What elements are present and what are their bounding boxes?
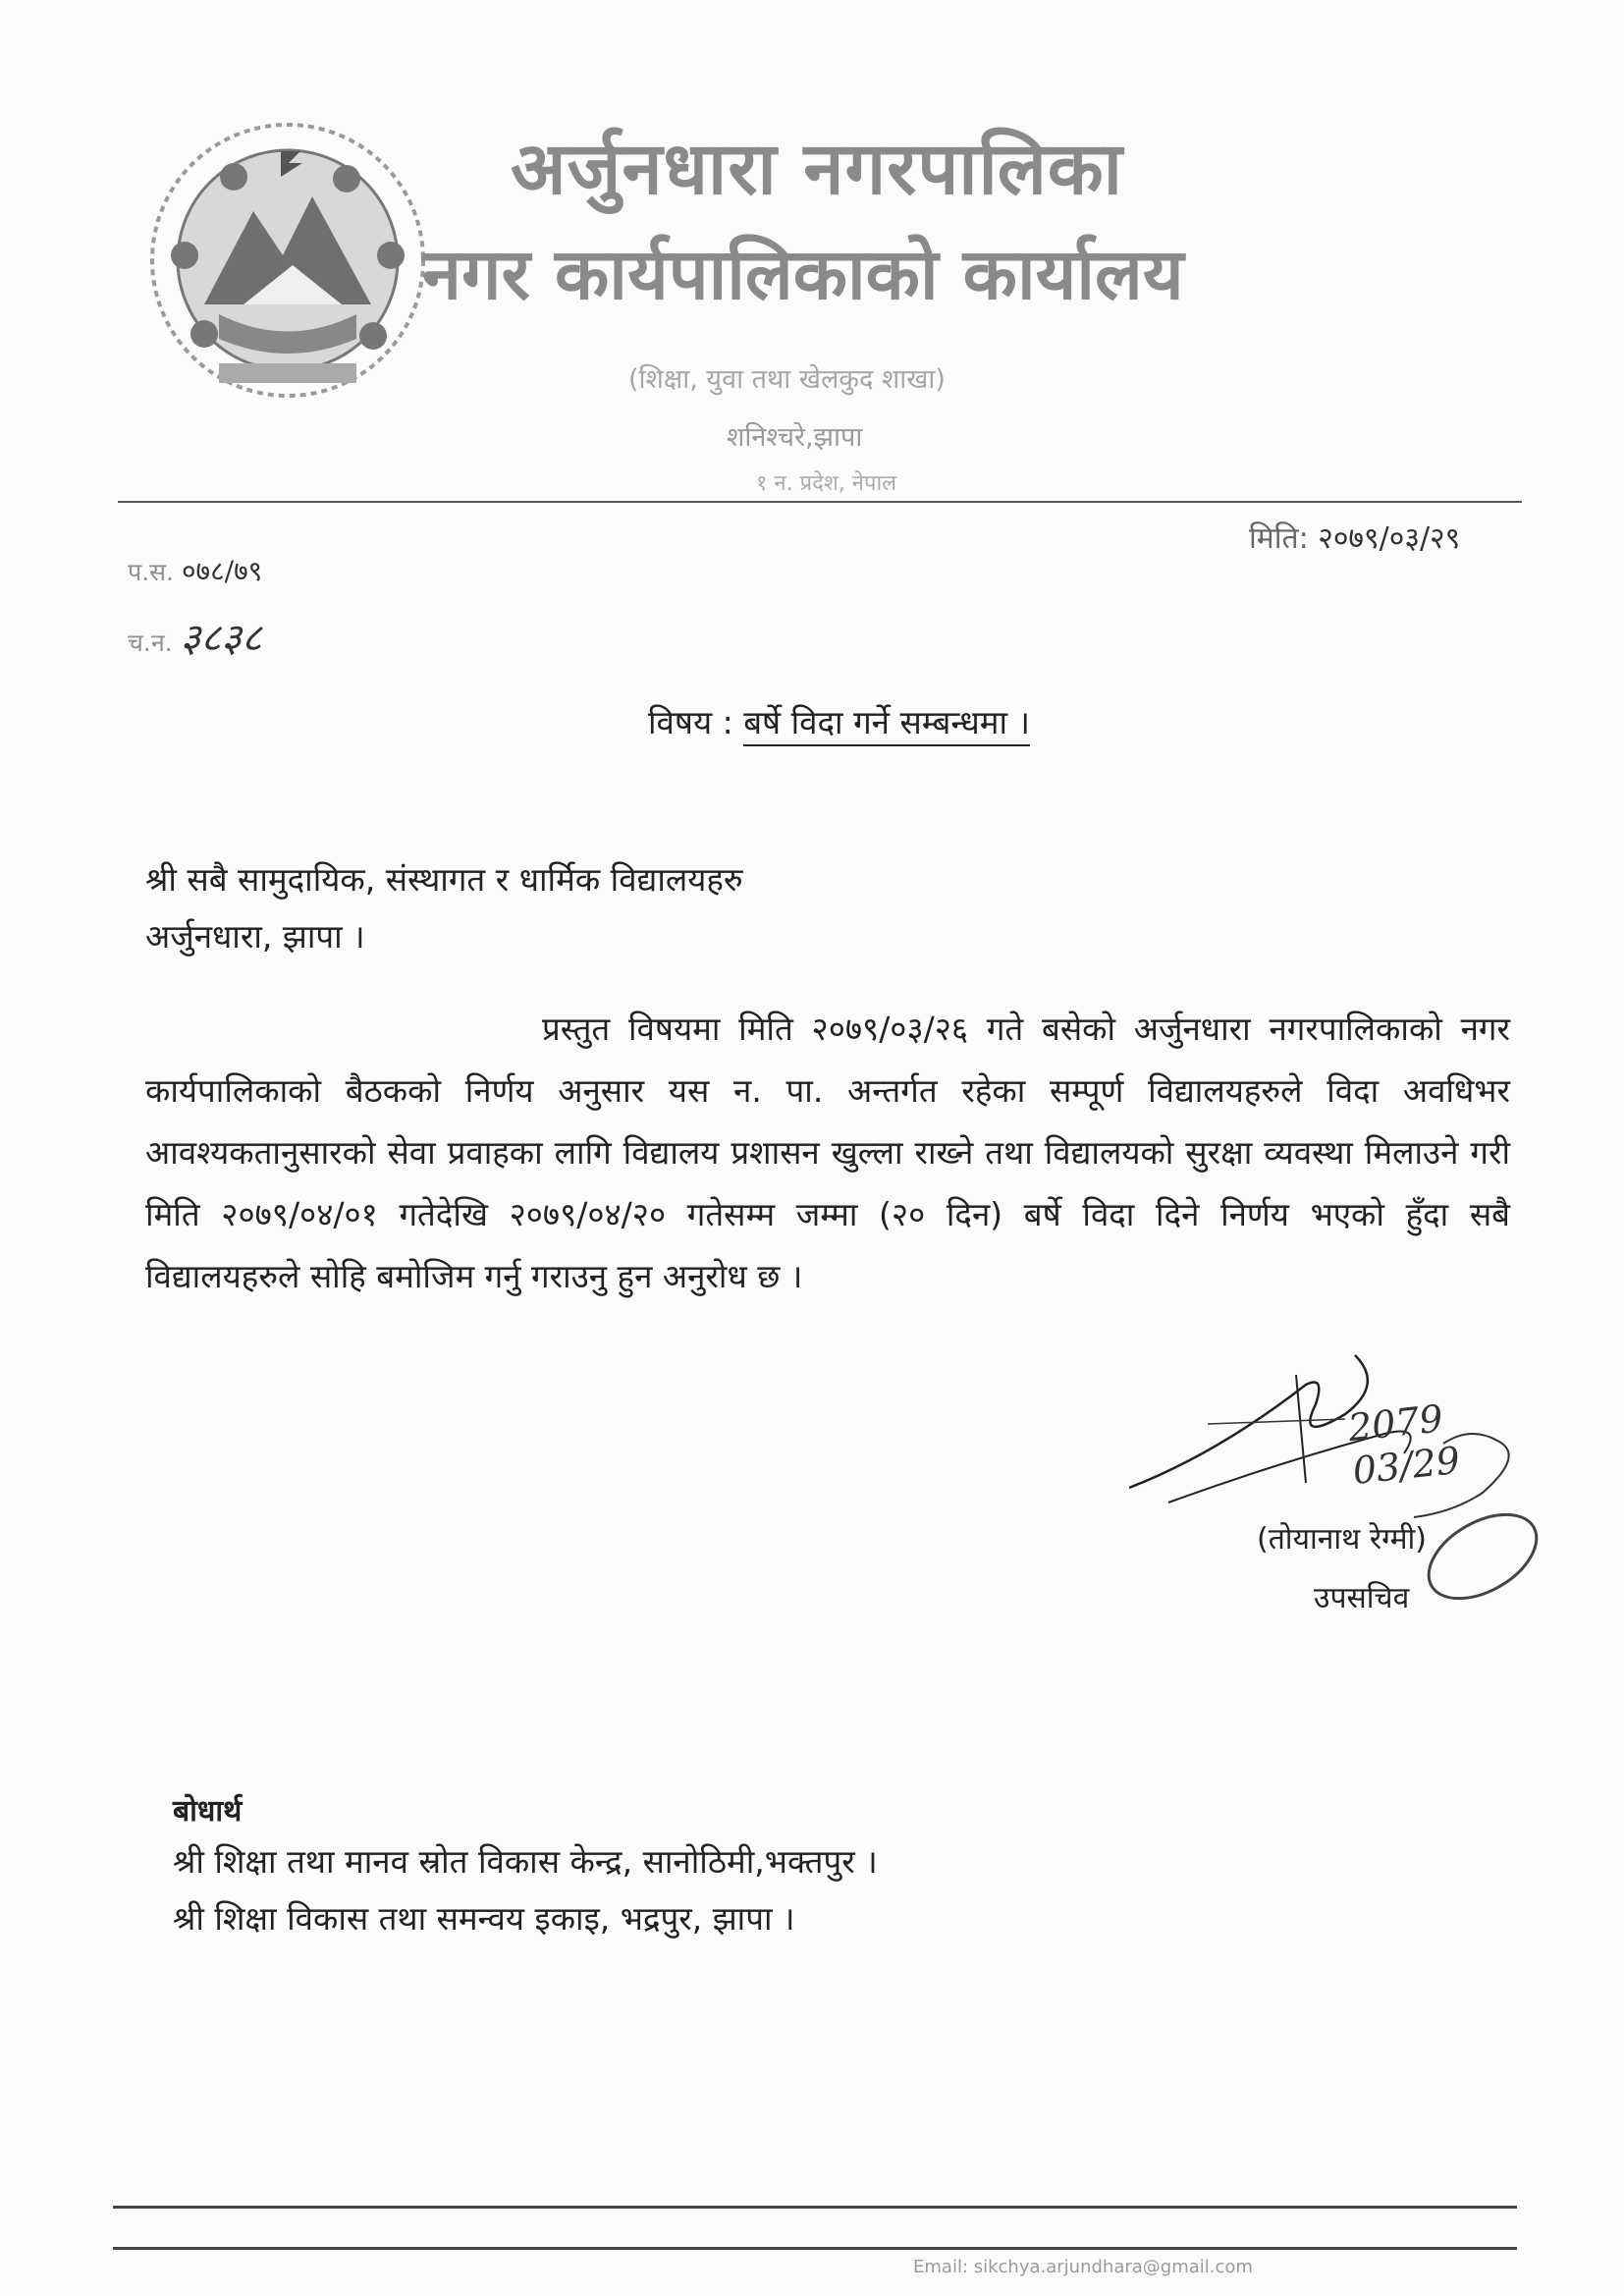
letter-date <box>1249 517 1460 557</box>
chalani-value: ३८३८ <box>180 616 262 661</box>
subject-line <box>648 699 1030 743</box>
header-divider-right <box>1237 501 1522 503</box>
handwritten-sign-date: 2079 03/29 <box>1345 1396 1463 1493</box>
chalani-label: च.न. <box>128 629 173 657</box>
nepal-government-emblem-icon <box>145 118 430 403</box>
subject-text: बर्षे विदा गर्ने सम्बन्धमा । <box>743 703 1030 746</box>
subject-label: विषय : <box>648 703 733 741</box>
date-value: २०७९/०३/२९ <box>1318 521 1461 556</box>
addressee-line-1: श्री सबै सामुदायिक, संस्थागत र धार्मिक विद्यालयहरु <box>145 860 743 899</box>
letterhead-province: १ न. प्रदेश, नेपाल <box>756 471 897 496</box>
patra-value: ०७८/७९ <box>181 555 263 587</box>
cc-item-1: श्री शिक्षा तथा मानव स्रोत विकास केन्द्र, सानोठिमी,भक्तपुर । <box>173 1842 878 1881</box>
footer-email: Email: sikchya.arjundhara@gmail.com <box>913 2257 1253 2277</box>
patra-sankhya <box>128 552 262 589</box>
date-label: मिति: <box>1249 521 1309 556</box>
chalani-number <box>128 609 262 663</box>
patra-label: प.स. <box>128 558 174 586</box>
letter-body <box>145 998 1510 1307</box>
header-divider <box>118 501 1247 503</box>
footer-divider-bottom <box>113 2247 1517 2250</box>
signatory-name: (तोयानाथ रेग्मी) <box>1257 1522 1427 1557</box>
footer-divider-top <box>113 2206 1517 2209</box>
addressee-line-2: अर्जुनधारा, झापा । <box>145 917 365 956</box>
letterhead-municipality-name: अर्जुनधारा नगरपालिका <box>511 127 1123 211</box>
cc-title: बोधार्थ <box>173 1794 243 1829</box>
cc-item-2: श्री शिक्षा विकास तथा समन्वय इकाइ, भद्रपुर, झापा । <box>173 1899 795 1938</box>
letterhead-branch: (शिक्षा, युवा तथा खेलकुद शाखा) <box>628 364 946 395</box>
letterhead-office-name: नगर कार्यपालिकाको कार्यालय <box>422 233 1184 315</box>
body-paragraph: प्रस्तुत विषयमा मिति २०७९/०३/२६ गते बसेको अर्जुनधारा नगरपालिकाको नगर कार्यपालिकाको बैठकको निर्णय अनुसार यस न. पा. अन्तर्गत रहेका सम्पूर्ण विद्यालयहरुले विदा अवधिभर आवश्यकतानुसारको सेवा प्रवाहका लागि विद्यालय प्रशासन खुल्ला राख्ने तथा विद्यालयको सुरक्षा व्यवस्था मिलाउने गरी मिति २०७९/०४/०१ गतेदेखि २०७९/०४/२० गतेसम्म जम्मा (२० दिन) बर्षे विदा दिने निर्णय भएको हुँदा सबै विद्यालयहरुले सोहि बमोजिम गर्नु गराउनु हुन अनुरोध छ । <box>145 1010 1510 1295</box>
signatory-title: उपसचिव <box>1314 1581 1410 1615</box>
letterhead-place: शनिश्चरे,झापा <box>727 422 863 453</box>
